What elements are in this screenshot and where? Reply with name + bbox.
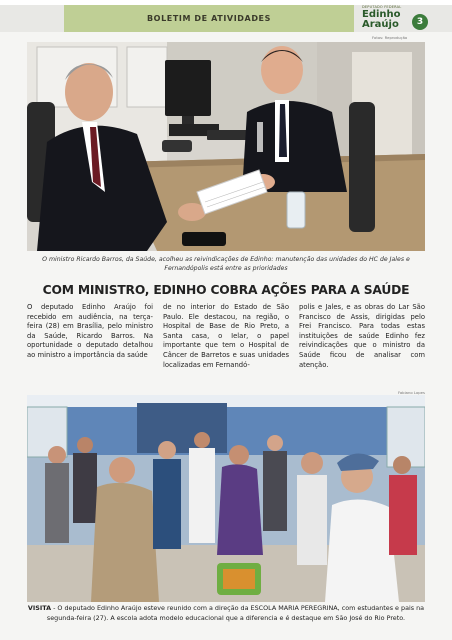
logo-name-line1: Edinho <box>362 8 401 20</box>
publication-logo <box>362 6 418 31</box>
photo-minister-meeting <box>27 42 425 251</box>
page-number-badge: 3 <box>412 14 428 30</box>
office-scene-illustration <box>27 42 425 251</box>
section-banner <box>64 5 354 32</box>
article-headline: COM MINISTRO, EDINHO COBRA AÇÕES PARA A SAÚDE <box>42 283 410 297</box>
caption-text: - O deputado Edinho Araújo esteve reunido com a direção da ESCOLA MARIA PEREGRINA, com estudantes e pais na segunda-feira (27). A escola adota modelo educacional que a diferencia e é destaque em São José do Rio Preto. <box>46 604 425 622</box>
article-column-1: O deputado Edinho Araújo foi recebido em audiência, na terça-feira (28) em Brasília, pelo ministro da Saúde, Ricardo Barros. Na oportunidade o deputado detalhou ao ministro a importância da saúde <box>27 303 153 359</box>
header-left-block <box>0 5 64 32</box>
caption-lead: VISITA <box>27 604 52 612</box>
photo-credit-bottom: Fabiano Lopes <box>398 390 425 395</box>
page-header <box>0 5 452 32</box>
photo-caption-bottom <box>27 604 425 623</box>
photo-school-visit <box>27 395 425 602</box>
logo-subtitle: DEPUTADO FEDERAL <box>362 5 402 9</box>
logo-name-line2: Araújo <box>362 18 399 30</box>
section-title: BOLETIM DE ATIVIDADES <box>146 14 271 23</box>
article-body <box>27 303 425 379</box>
article-column-3: polis e Jales, e as obras do Lar São Francisco de Assis, dirigidas pelo Frei Francisco. Para todas estas instituições de saúde Edinho fez reivindicações que o ministro da Saúde ficou de analisar com atenção. <box>299 303 425 369</box>
school-visit-illustration <box>27 395 425 602</box>
article-column-2: de no interior do Estado de São Paulo. Ele destacou, na região, o Hospital de Base de Rio Preto, a Santa casa, o Ielar, o papel importante que tem o Hospital de Câncer de Barretos e suas unidades localizadas em Fernandó- <box>163 303 289 369</box>
photo-credit-top: Fotos: Reprodução <box>372 35 408 40</box>
photo-caption-top: O ministro Ricardo Barros, da Saúde, acolheu as reivindicações de Edinho: manutenção das unidades do HC de Jales e Fernandópolis está entre as prioridades <box>42 256 410 272</box>
